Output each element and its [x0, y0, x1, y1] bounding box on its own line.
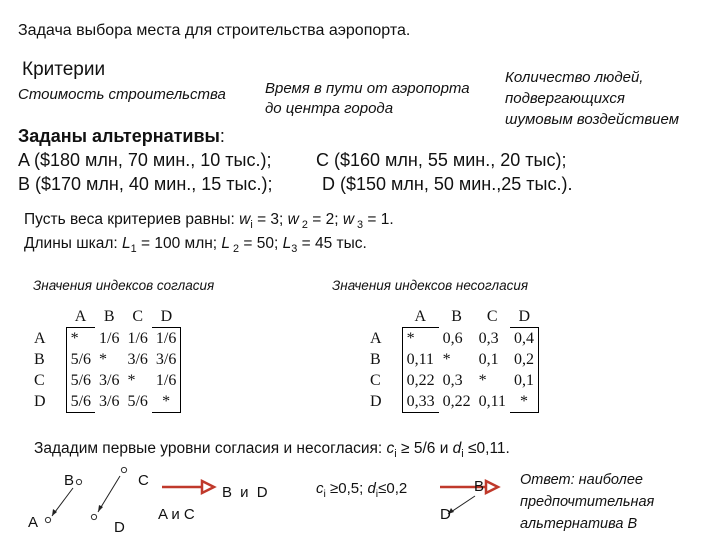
matrix-cell: 5/6 [66, 391, 95, 413]
matrix-row [30, 328, 181, 350]
result-d-label: D [440, 506, 451, 523]
w3-sub: 3 [354, 219, 364, 232]
w1-symbol: w [239, 211, 251, 228]
alternative-d: D ($150 млн, 50 мин.,25 тыс.). [322, 174, 573, 194]
w2-value: = 2; [307, 211, 343, 228]
matrix-corner [30, 306, 66, 328]
matrix-cell: * [510, 391, 539, 413]
alternative-a: A ($180 млн, 70 мин., 10 тыс.); [18, 150, 272, 170]
matrix-row-header: C [370, 372, 381, 389]
alternatives-heading: Заданы альтернативы [18, 126, 220, 146]
levels-c-rest: ≥ 5/6 и [396, 440, 453, 457]
matrix-row-header: A [34, 329, 46, 347]
matrix-cell: 1/6 [152, 328, 181, 350]
matrix-col-header: B [451, 308, 462, 326]
matrix-row-header: D [370, 393, 382, 411]
levels-line [34, 440, 510, 460]
page-title: Задача выбора места для строительства аэропорта. [18, 22, 411, 39]
matrix-row-header: B [34, 351, 45, 368]
criterion-travel-line1: Время в пути от аэропорта [265, 80, 470, 97]
agreement-table-title: Значения индексов согласия [33, 278, 215, 293]
weights-prefix: Пусть веса критериев равны: [24, 211, 240, 228]
step2-label: B и D [222, 484, 270, 501]
l2-symbol: L [221, 235, 231, 252]
levels-c-sub: i [394, 448, 397, 461]
matrix-cell: 0,11 [402, 349, 439, 370]
matrix-cell: 0,6 [442, 329, 463, 347]
matrix-row-header: B [370, 351, 381, 368]
node-d-marker [91, 514, 96, 519]
w1-value: = 3; [252, 211, 288, 228]
agreement-header-row [30, 306, 181, 328]
matrix-row [366, 328, 538, 350]
agreement-matrix [30, 306, 181, 413]
matrix-cell: 0,22 [402, 370, 439, 391]
criterion-travel-line2: до центра города [265, 100, 394, 117]
matrix-cell: 3/6 [152, 349, 181, 370]
matrix-row [366, 370, 538, 391]
matrix-cell: * [152, 391, 181, 413]
matrix-cell: 5/6 [127, 393, 148, 411]
l2-sub: 2 [230, 243, 240, 256]
matrix-col-header: C [486, 308, 498, 326]
matrix-row [30, 391, 181, 413]
l1-sub: 1 [130, 243, 137, 256]
node-c-marker [121, 467, 126, 472]
step1-label: A и C [158, 506, 195, 523]
matrix-cell: 0,2 [510, 349, 539, 370]
alternative-b: B ($170 млн, 40 мин., 15 тыс.); [18, 174, 273, 194]
matrix-cell: 3/6 [99, 372, 120, 389]
matrix-col-header: A [414, 308, 427, 325]
criteria-heading: Критерии [22, 59, 106, 80]
result-b-label: B [474, 478, 485, 495]
matrix-cell: 1/6 [152, 370, 181, 391]
scales-line [24, 235, 367, 255]
matrix-cell: 0,3 [442, 372, 463, 389]
matrix-col-header: D [160, 308, 173, 325]
matrix-cell: 0,11 [478, 393, 506, 411]
answer-line2: предпочтительная [520, 494, 655, 510]
node-b-marker [76, 479, 81, 484]
cond-mid: ≥0,5; [325, 480, 368, 497]
levels-c: c [386, 440, 395, 457]
matrix-row-header: C [34, 372, 45, 389]
w2-symbol: w [287, 211, 299, 228]
matrix-cell: * [127, 372, 136, 389]
red-arrow-1-head [202, 481, 214, 493]
l1-symbol: L [122, 235, 131, 252]
matrix-row-header: D [34, 393, 46, 411]
answer-line3: альтернатива B [520, 516, 638, 532]
cond-d-sub: i [375, 488, 379, 500]
arrow-head-c-d [98, 505, 103, 512]
node-a-marker [45, 517, 50, 522]
matrix-cell: 0,1 [510, 370, 539, 391]
matrix-cell: * [442, 351, 451, 368]
levels-d: d [452, 440, 462, 457]
levels-d-rest: ≤0,11. [463, 440, 510, 457]
node-c-label: C [138, 472, 149, 489]
matrix-cell: 1/6 [99, 329, 120, 347]
matrix-cell: * [66, 328, 95, 350]
answer-line1: Ответ: наиболее [520, 472, 643, 488]
node-d-label: D [114, 519, 125, 536]
levels-d-sub: i [461, 448, 464, 461]
matrix-cell: 0,4 [510, 328, 539, 350]
node-b-label: B [64, 472, 75, 489]
matrix-cell: * [402, 328, 439, 350]
matrix-row [366, 349, 538, 370]
criterion-noise-line1: Количество людей, [505, 69, 644, 86]
matrix-cell: 1/6 [127, 329, 148, 347]
l3-symbol: L [282, 235, 292, 252]
levels-prefix: Зададим первые уровни согласия и несогласия: [34, 440, 387, 457]
weights-line [24, 211, 394, 231]
criterion-cost: Стоимость строительства [18, 86, 226, 103]
matrix-cell: 0,22 [442, 393, 471, 411]
condition-label [316, 480, 407, 500]
cond-c-sub: i [323, 488, 326, 500]
node-a-label: A [28, 514, 39, 531]
cond-end: ≤0,2 [378, 480, 408, 497]
alternatives-heading-row [18, 126, 225, 147]
matrix-row [30, 349, 181, 370]
disagreement-matrix [366, 306, 539, 413]
l1-value: = 100 млн; [136, 235, 222, 252]
l2-value: = 50; [239, 235, 283, 252]
matrix-col-header: A [74, 308, 87, 325]
matrix-col-header: C [132, 308, 144, 326]
matrix-cell: * [478, 372, 487, 389]
alternative-c: C ($160 млн, 55 мин., 20 тыс); [316, 150, 567, 170]
w3-symbol: w [342, 211, 355, 228]
alternatives-colon: : [219, 126, 225, 146]
matrix-row [30, 370, 181, 391]
matrix-cell: 5/6 [66, 370, 95, 391]
matrix-cell: * [99, 351, 108, 368]
scales-prefix: Длины шкал: [24, 235, 123, 252]
w1-sub: i [250, 219, 253, 232]
l3-value: = 45 тыс. [297, 235, 367, 252]
matrix-cell: 3/6 [99, 393, 120, 411]
matrix-col-header: D [518, 308, 530, 325]
w3-value: = 1. [363, 211, 394, 228]
disagreement-header-row [366, 306, 538, 328]
criterion-noise-line2: подвергающихся [505, 90, 625, 107]
matrix-row-header: A [370, 329, 382, 347]
matrix-row [366, 391, 538, 413]
matrix-corner [366, 306, 402, 328]
matrix-cell: 3/6 [127, 351, 148, 368]
matrix-col-header: B [103, 308, 115, 326]
criterion-noise-line3: шумовым воздействием [505, 111, 679, 128]
red-arrow-2-head [486, 481, 498, 493]
cond-c: c [316, 480, 324, 497]
matrix-cell: 0,3 [478, 329, 499, 347]
matrix-cell: 0,33 [402, 391, 439, 413]
matrix-cell: 5/6 [66, 349, 95, 370]
matrix-cell: 0,1 [478, 351, 499, 368]
w2-sub: 2 [298, 219, 308, 232]
l3-sub: 3 [291, 243, 298, 256]
cond-d: d [367, 480, 376, 497]
disagreement-table-title: Значения индексов несогласия [332, 278, 529, 293]
